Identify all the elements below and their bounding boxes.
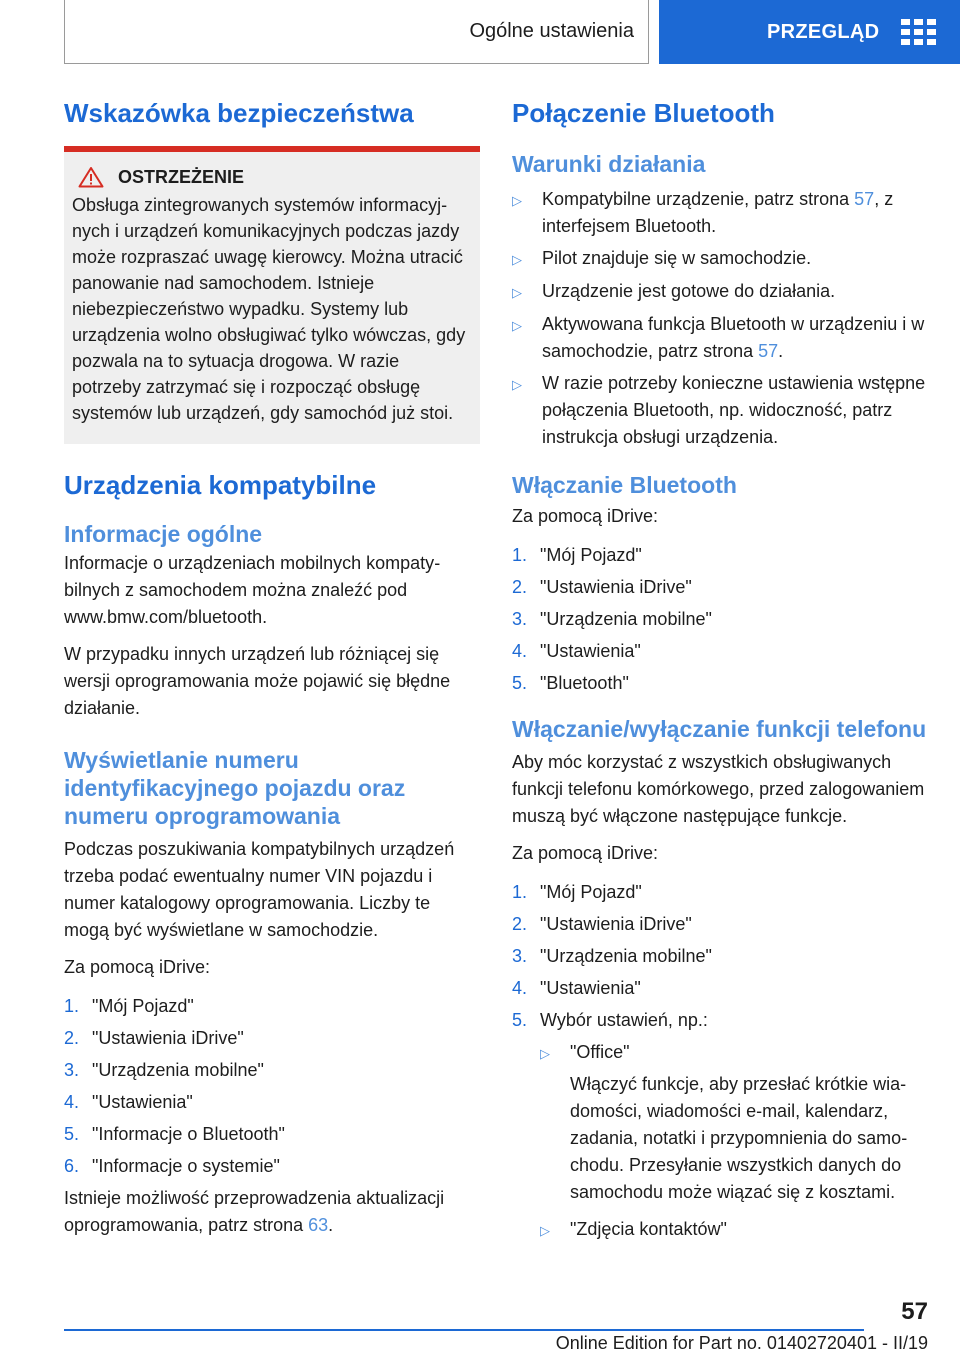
triangle-bullet-icon: ▷ — [512, 252, 522, 267]
vin-paragraph-2: Za pomocą iDrive: — [64, 957, 211, 977]
vin-steps-list — [64, 993, 480, 1180]
list-item: 4. "Ustawienia" — [512, 641, 641, 661]
triangle-bullet-icon: ▷ — [512, 318, 522, 333]
general-paragraph-1: Informacje o urządzeniach mobilnych kompatybilnych z samochodem można znaleźć pod www.bmw.com/bluetooth. — [64, 553, 441, 627]
triangle-bullet-icon: ▷ — [540, 1046, 550, 1061]
bluetooth-heading: Połączenie Bluetooth — [512, 98, 775, 128]
compat-heading: Urządzenia kompatybilne — [64, 470, 377, 500]
vin-paragraph-1: Podczas poszukiwania kompatybilnych urządzeń trzeba podać ewentualny numer VIN pojazdu i numer katalogowy oprogramowania. Liczby te mogą być wyświetlane w samochodzie. — [64, 839, 455, 940]
list-item: 2. "Ustawienia iDrive" — [512, 914, 692, 934]
header-section-title: Ogólne ustawienia — [469, 20, 634, 42]
general-paragraph-2: W przypadku innych urządzeń lub różniącej się wersji oprogramowania może pojawić się błędne działanie. — [64, 644, 451, 718]
list-item: ▷ Aktywowana funkcja Bluetooth w urządzeniu i w samochodzie, patrz strona 57. — [512, 311, 928, 365]
warning-text: Obsługa zintegrowanych systemów informacyjnych i urządzeń komunikacyjnych podczas jazdy może rozpraszać uwagę kierowcy. Można utracić panowanie nad samochodem. Istnieje niebezpieczeństwo wypadku. Systemy lub urządzenia wolno obsługiwać tylko wówczas, gdy pozwala na to sytuacja drogowa. W razie potrzeby zatrzymać się i rozpocząć obsługę systemów lub urządzeń, gdy samochód już stoi. — [72, 195, 466, 423]
enable-steps-list — [512, 542, 928, 697]
conditions-heading: Warunki działania — [512, 151, 706, 177]
list-item: 5. "Informacje o Bluetooth" — [64, 1124, 285, 1144]
warning-triangle-icon — [78, 166, 104, 188]
update-paragraph: Istnieje możliwość przeprowadzenia aktualizacji oprogramowania, patrz strona 63. — [64, 1188, 445, 1235]
list-item: 1. "Mój Pojazd" — [64, 996, 194, 1016]
phone-steps-list — [512, 879, 928, 1034]
vin-heading: Wyświetlanie numeru identyfikacyjnego pojazdu oraz numeru oprogramowania — [64, 747, 406, 829]
list-item: ▷ Pilot znajduje się w samochodzie. — [512, 245, 928, 273]
edition-info: Online Edition for Part no. 01402720401 - II/19 — [555, 1333, 928, 1353]
page-number: 57 — [901, 1298, 928, 1325]
conditions-list — [512, 186, 928, 451]
list-item: 2. "Ustawienia iDrive" — [512, 577, 692, 597]
enable-bluetooth-heading: Włączanie Bluetooth — [512, 472, 737, 498]
list-item: 4. "Ustawienia" — [64, 1092, 193, 1112]
warning-title: OSTRZEŻENIE — [118, 167, 245, 187]
safety-heading: Wskazówka bezpieczeństwa — [64, 98, 414, 128]
enable-intro: Za pomocą iDrive: — [512, 506, 659, 526]
page-link-57[interactable]: 57 — [854, 189, 875, 209]
list-item: ▷ W razie potrzeby konieczne ustawienia wstępne połączenia Bluetooth, np. widoczność, patrz instrukcja obsługi urządzenia. — [512, 370, 928, 451]
grid-menu-icon — [901, 19, 937, 45]
list-item: ▷ "Office" Włączyć funkcje, aby przesłać krótkie wiadomości, wiadomości e-mail, kalendarz, zadania, notatki i przypomnienia do samochodu. Przesyłanie wszystkich danych do samochodu może wiązać się z kosztami. — [540, 1039, 928, 1206]
right-column — [512, 96, 928, 1249]
list-item: ▷ "Zdjęcia kontaktów" — [540, 1216, 928, 1244]
list-item: 5. Wybór ustawień, np.: — [512, 1010, 708, 1030]
settings-sublist — [540, 1039, 928, 1244]
list-item: ▷ Urządzenie jest gotowe do działania. — [512, 278, 928, 306]
footer-divider — [64, 1329, 864, 1331]
list-item: 1. "Mój Pojazd" — [512, 545, 642, 565]
triangle-bullet-icon: ▷ — [512, 285, 522, 300]
page-link-57[interactable]: 57 — [758, 341, 779, 361]
list-item: 2. "Ustawienia iDrive" — [64, 1028, 244, 1048]
overview-button[interactable] — [659, 0, 960, 64]
phone-functions-heading: Włączanie/wyłączanie funkcji telefonu — [512, 716, 927, 742]
list-item: 1. "Mój Pojazd" — [512, 882, 642, 902]
triangle-bullet-icon: ▷ — [512, 193, 522, 208]
triangle-bullet-icon: ▷ — [540, 1223, 550, 1238]
list-item: ▷ Kompatybilne urządzenie, patrz strona 57, z interfejsem Bluetooth. — [512, 186, 928, 240]
left-column — [64, 96, 480, 1239]
list-item: 5. "Bluetooth" — [512, 673, 629, 693]
header-section-title-box — [64, 0, 649, 64]
list-item: 3. "Urządzenia mobilne" — [512, 946, 712, 966]
phone-paragraph-2: Za pomocą iDrive: — [512, 843, 659, 863]
warning-box — [64, 146, 480, 444]
list-item: 6. "Informacje o systemie" — [64, 1156, 280, 1176]
page-link-63[interactable]: 63 — [308, 1215, 329, 1235]
list-item: 4. "Ustawienia" — [512, 978, 641, 998]
general-heading: Informacje ogólne — [64, 521, 263, 547]
list-item: 3. "Urządzenia mobilne" — [64, 1060, 264, 1080]
phone-paragraph-1: Aby móc korzystać z wszystkich obsługiwanych funkcji telefonu komórkowego, przed zalogowaniem muszą być włączone następujące funkcje. — [512, 752, 925, 826]
overview-label: PRZEGLĄD — [767, 20, 880, 43]
triangle-bullet-icon: ▷ — [512, 377, 522, 392]
list-item: 3. "Urządzenia mobilne" — [512, 609, 712, 629]
